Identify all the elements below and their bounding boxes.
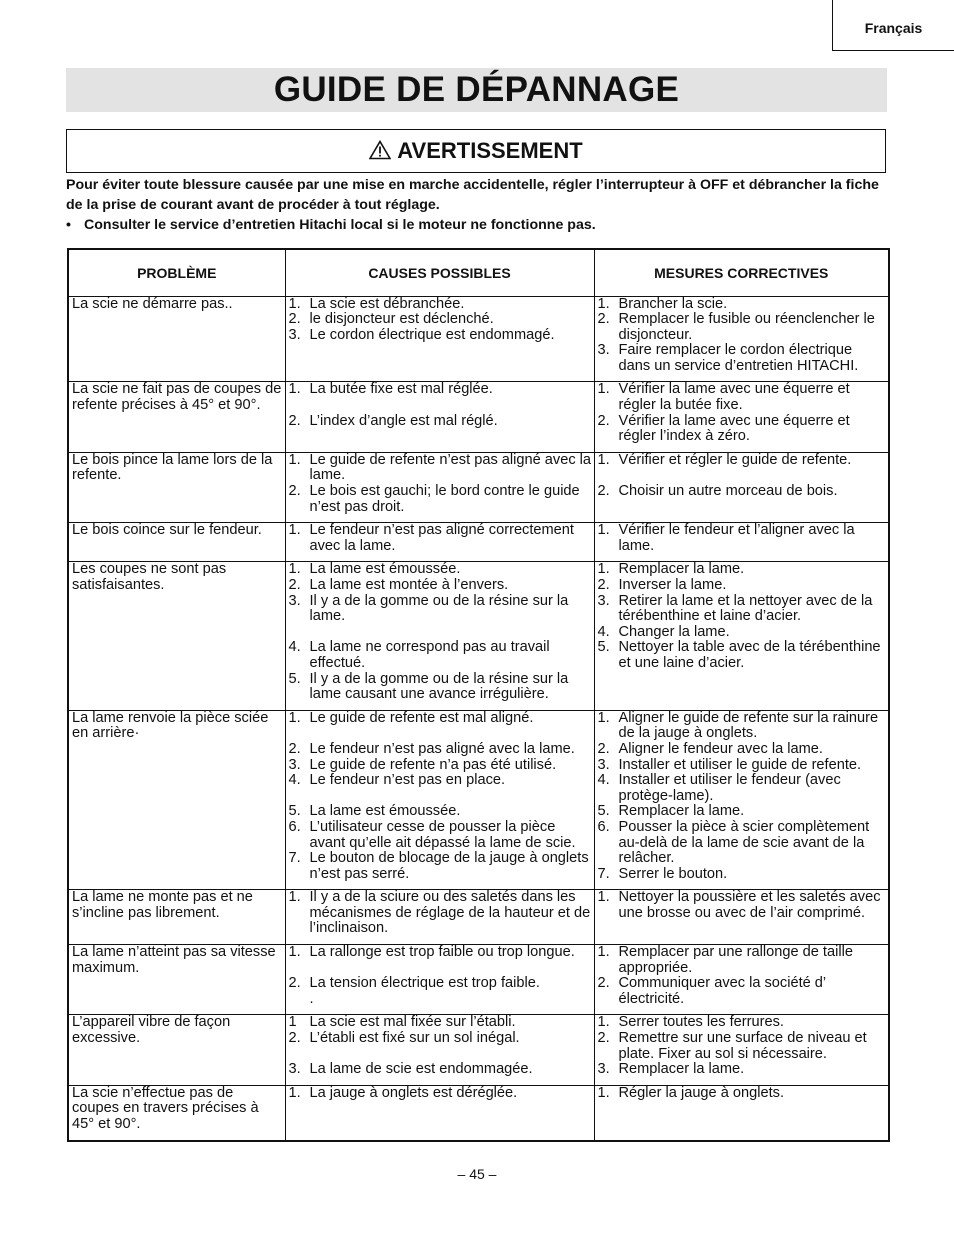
item-number: 1. xyxy=(597,451,610,468)
item-text: La jauge à onglets est déréglée. xyxy=(309,1084,518,1101)
item-text: Vérifier le fendeur et l’aligner avec la lame. xyxy=(618,522,855,554)
causes-cell xyxy=(285,710,594,890)
list-item xyxy=(289,742,592,758)
table-row xyxy=(68,1015,889,1085)
list-item xyxy=(598,1086,887,1102)
item-number: 1. xyxy=(288,889,301,906)
causes-cell xyxy=(285,1015,594,1085)
item-text: Vérifier la lame avec une équerre et régler l’index à zéro. xyxy=(618,412,850,445)
remedies-cell xyxy=(594,523,889,562)
causes-list xyxy=(289,297,592,344)
list-item xyxy=(289,328,592,344)
item-text: La lame est montée à l’envers. xyxy=(309,577,509,593)
item-text: Remplacer le fusible ou réenclencher le disjoncteur. xyxy=(618,311,875,343)
item-text: Régler la jauge à onglets. xyxy=(618,1084,785,1101)
remedies-list xyxy=(598,1086,887,1102)
item-number: 7. xyxy=(288,850,301,867)
item-number: 1. xyxy=(597,561,610,578)
item-number: 2. xyxy=(288,311,301,328)
remedies-cell xyxy=(594,1085,889,1140)
item-text: Remplacer la lame. xyxy=(618,561,745,578)
list-item xyxy=(598,890,887,921)
causes-list xyxy=(289,1015,592,1077)
item-text: Nettoyer la table avec de la térébenthine et une laine d’acier. xyxy=(618,639,881,671)
item-text: Le guide de refente n’a pas été utilisé. xyxy=(309,756,557,773)
item-number: 1. xyxy=(288,381,301,398)
list-item xyxy=(289,758,592,774)
remedies-list xyxy=(598,382,887,444)
item-text: Le cordon électrique est endommagé. xyxy=(309,326,555,343)
list-item xyxy=(598,976,887,1007)
list-item xyxy=(598,773,887,804)
list-item xyxy=(598,594,887,625)
item-text: L’établi est fixé sur un sol inégal. xyxy=(309,1030,520,1047)
list-item xyxy=(289,382,592,398)
item-number: 3. xyxy=(288,756,301,773)
problem-cell: La lame ne monte pas et ne s’incline pas librement. xyxy=(68,890,285,945)
causes-cell xyxy=(285,1085,594,1140)
item-number: 1. xyxy=(597,889,610,906)
item-number: 1. xyxy=(597,1084,610,1101)
list-item xyxy=(289,297,592,313)
item-text: Le guide de refente n’est pas aligné avec la lame. xyxy=(309,451,592,484)
remedies-cell xyxy=(594,296,889,382)
item-text: Il y a de la gomme ou de la résine sur la lame. xyxy=(309,592,569,625)
item-text: La lame de scie est endommagée. xyxy=(309,1061,533,1078)
list-item xyxy=(598,523,887,554)
table-row xyxy=(68,945,889,1015)
remedies-list xyxy=(598,890,887,921)
warning-box xyxy=(66,129,886,173)
item-number: 1. xyxy=(288,944,301,961)
item-number: 1. xyxy=(597,522,610,539)
item-number: 2. xyxy=(597,1030,610,1047)
list-item xyxy=(598,414,887,445)
list-item xyxy=(598,343,887,374)
causes-cell xyxy=(285,382,594,452)
item-text: Le fendeur n’est pas aligné avec la lame. xyxy=(309,740,575,757)
list-item xyxy=(289,1031,592,1047)
remedies-cell xyxy=(594,562,889,710)
list-item xyxy=(289,890,592,937)
table-row xyxy=(68,890,889,945)
item-text: Serrer toutes les ferrures. xyxy=(618,1014,784,1031)
item-number: 5. xyxy=(288,670,301,687)
list-item xyxy=(598,742,887,758)
item-number: 1 xyxy=(288,1014,297,1031)
item-text: Aligner le guide de refente sur la rainure de la jauge à onglets. xyxy=(618,709,879,742)
bullet-mark: • xyxy=(66,217,71,233)
item-text: La lame ne correspond pas au travail effectué. xyxy=(309,639,550,671)
item-text: Remettre sur une surface de niveau et plate. Fixer au sol si nécessaire. xyxy=(618,1030,867,1062)
item-text: Remplacer par une rallonge de taille appropriée. xyxy=(618,944,853,976)
item-number: 3. xyxy=(597,592,610,609)
item-number: 1. xyxy=(597,1014,610,1031)
causes-cell xyxy=(285,562,594,710)
item-text: Communiquer avec la société d’ électricité. xyxy=(618,975,826,1007)
item-text: Le fendeur n’est pas aligné correctement avec la lame. xyxy=(309,522,574,554)
item-number: 3. xyxy=(288,326,301,343)
remedies-list xyxy=(598,945,887,1007)
item-number: 3. xyxy=(597,1061,610,1078)
item-text: Le bouton de blocage de la jauge à onglets n’est pas serré. xyxy=(309,850,589,882)
list-item xyxy=(289,640,592,671)
table-row xyxy=(68,1085,889,1140)
item-number: 1. xyxy=(288,451,301,468)
problem-cell: Le bois coince sur le fendeur. xyxy=(68,523,285,562)
causes-cell xyxy=(285,452,594,522)
remedies-cell xyxy=(594,382,889,452)
causes-list xyxy=(289,711,592,883)
causes-list xyxy=(289,453,592,515)
causes-list xyxy=(289,1086,592,1102)
list-item xyxy=(598,625,887,641)
item-text: Il y a de la sciure ou des saletés dans les mécanismes de réglage de la hauteur et de l’inclinaison. xyxy=(309,889,591,937)
list-item xyxy=(289,484,592,515)
item-number: 2. xyxy=(597,311,610,328)
item-text: Faire remplacer le cordon électrique dans un service d’entretien HITACHI. xyxy=(618,342,859,374)
item-number: 7. xyxy=(597,865,610,882)
list-item xyxy=(289,976,592,992)
problem-cell: La scie ne fait pas de coupes de refente précises à 45° et 90°. xyxy=(68,382,285,452)
list-item xyxy=(598,562,887,578)
item-number: 3. xyxy=(597,342,610,359)
item-text: La rallonge est trop faible ou trop longue. xyxy=(309,944,575,961)
item-number: 1. xyxy=(288,522,301,539)
item-number: 2. xyxy=(597,412,610,429)
item-text: Installer et utiliser le fendeur (avec protège-lame). xyxy=(618,772,841,804)
warning-bullet-text: Consulter le service d’entretien Hitachi local si le moteur ne fonctionne pas. xyxy=(84,217,596,233)
list-item xyxy=(289,523,592,554)
item-number: 4. xyxy=(597,772,610,789)
item-text: La butée fixe est mal réglée. xyxy=(309,381,493,398)
list-item xyxy=(289,312,592,328)
remedies-list xyxy=(598,711,887,883)
item-number: 3. xyxy=(597,756,610,773)
item-text: le disjoncteur est déclenché. xyxy=(309,311,494,328)
causes-cell xyxy=(285,523,594,562)
item-text: Aligner le fendeur avec la lame. xyxy=(618,740,823,757)
item-number: 1. xyxy=(597,944,610,961)
list-item xyxy=(598,1015,887,1031)
list-item xyxy=(598,945,887,976)
list-item xyxy=(598,453,887,469)
list-item xyxy=(289,1015,592,1031)
item-number: 2. xyxy=(288,577,301,593)
remedies-list xyxy=(598,1015,887,1077)
problem-cell: La lame renvoie la pièce sciée en arrière· xyxy=(68,710,285,890)
item-number: 5. xyxy=(597,803,610,820)
header-problem: PROBLÈME xyxy=(68,249,285,296)
item-number: 5. xyxy=(288,803,301,820)
problem-cell: La scie n’effectue pas de coupes en travers précises à 45° et 90°. xyxy=(68,1085,285,1140)
warning-bullet xyxy=(66,215,886,235)
remedies-cell xyxy=(594,710,889,890)
list-item xyxy=(598,1062,887,1078)
item-text: Le bois est gauchi; le bord contre le guide n’est pas droit. xyxy=(309,483,580,515)
item-text: Inverser la lame. xyxy=(618,577,727,593)
item-text: Il y a de la gomme ou de la résine sur la lame causant une avance irrégulière. xyxy=(309,670,569,703)
list-item xyxy=(598,484,887,500)
warning-label: AVERTISSEMENT xyxy=(397,138,583,163)
list-item xyxy=(598,297,887,313)
remedies-list xyxy=(598,523,887,554)
item-text: Retirer la lame et la nettoyer avec de la térébenthine et laine d’acier. xyxy=(618,592,873,625)
item-number: 2. xyxy=(597,975,610,992)
problem-cell: La lame n’atteint pas sa vitesse maximum. xyxy=(68,945,285,1015)
item-number: 2. xyxy=(288,740,301,757)
warning-triangle-icon xyxy=(369,140,391,160)
remedies-list xyxy=(598,453,887,500)
table-row xyxy=(68,523,889,562)
item-number: 1. xyxy=(597,709,610,726)
header-remedies: MESURES CORRECTIVES xyxy=(594,249,889,296)
list-item xyxy=(598,820,887,867)
list-item xyxy=(598,758,887,774)
list-item xyxy=(289,804,592,820)
list-item xyxy=(598,1031,887,1062)
causes-cell xyxy=(285,890,594,945)
list-item xyxy=(289,1086,592,1102)
item-number: 4. xyxy=(288,639,301,656)
item-number: 2. xyxy=(288,412,301,429)
table-body xyxy=(68,296,889,1141)
item-text: Le guide de refente est mal aligné. xyxy=(309,709,534,726)
warning-paragraph: Pour éviter toute blessure causée par une mise en marche accidentelle, régler l’interrupteur à OFF et débrancher la fiche de la prise de courant avant de procéder à tout réglage. xyxy=(66,177,879,213)
list-item xyxy=(598,578,887,594)
item-text: La scie est mal fixée sur l’établi. xyxy=(309,1014,516,1031)
list-item xyxy=(598,312,887,343)
troubleshooting-table xyxy=(67,248,890,1142)
table-row xyxy=(68,296,889,382)
item-text: Remplacer la lame. xyxy=(618,803,745,820)
list-item xyxy=(289,773,592,789)
list-item xyxy=(289,453,592,484)
list-item xyxy=(598,640,887,671)
language-label: Français xyxy=(864,20,923,36)
item-number: 6. xyxy=(597,818,610,835)
item-text: La lame est émoussée. xyxy=(309,803,461,820)
item-number: 4. xyxy=(288,772,301,789)
item-number: 2. xyxy=(288,483,301,500)
item-number: 1. xyxy=(288,295,301,312)
list-item xyxy=(289,711,592,727)
table-row xyxy=(68,562,889,710)
table-header-row xyxy=(68,249,889,296)
item-text: La tension électrique est trop faible. xyxy=(309,975,540,992)
list-item xyxy=(289,562,592,578)
item-text: Vérifier et régler le guide de refente. xyxy=(618,451,852,468)
item-number: 1. xyxy=(288,709,301,726)
item-number: 1. xyxy=(288,561,301,578)
table-row xyxy=(68,710,889,890)
item-number: 2. xyxy=(597,483,610,500)
item-number: 1. xyxy=(288,1084,301,1101)
item-number: 5. xyxy=(597,639,610,656)
list-item xyxy=(289,578,592,594)
language-tab xyxy=(832,0,954,51)
item-number: 3. xyxy=(288,1061,301,1078)
causes-list xyxy=(289,382,592,429)
problem-cell: Les coupes ne sont pas satisfaisantes. xyxy=(68,562,285,710)
table-row xyxy=(68,382,889,452)
remedies-list xyxy=(598,562,887,671)
remedies-cell xyxy=(594,452,889,522)
header-causes: CAUSES POSSIBLES xyxy=(285,249,594,296)
item-text: Serrer le bouton. xyxy=(618,865,728,882)
remedies-cell xyxy=(594,1015,889,1085)
list-item xyxy=(598,382,887,413)
item-text: Changer la lame. xyxy=(618,623,730,640)
list-item xyxy=(289,992,592,1008)
item-text: Vérifier la lame avec une équerre et régler la butée fixe. xyxy=(618,381,850,414)
list-item xyxy=(598,804,887,820)
item-number: 4. xyxy=(597,623,610,640)
remedies-cell xyxy=(594,945,889,1015)
item-number: 1. xyxy=(597,381,610,398)
causes-list xyxy=(289,523,592,554)
item-text: L’index d’angle est mal réglé. xyxy=(309,412,498,429)
item-number: 2. xyxy=(288,1030,301,1047)
causes-list xyxy=(289,562,592,702)
item-text: Nettoyer la poussière et les saletés avec une brosse ou avec de l’air comprimé. xyxy=(618,889,881,921)
item-number: 6. xyxy=(288,818,301,835)
item-number xyxy=(289,992,310,1008)
page-title: GUIDE DE DÉPANNAGE xyxy=(273,70,680,109)
causes-list xyxy=(289,890,592,937)
item-number: 2. xyxy=(597,740,610,757)
item-number: 2. xyxy=(597,577,610,593)
title-banner xyxy=(66,68,887,112)
item-text: Installer et utiliser le guide de refente. xyxy=(618,756,862,773)
item-text: Le fendeur n’est pas en place. xyxy=(309,772,506,789)
list-item xyxy=(289,851,592,882)
item-text: La lame est émoussée. xyxy=(309,561,461,578)
list-item xyxy=(289,672,592,703)
item-text: L’utilisateur cesse de pousser la pièce avant qu’elle ait dépassé la lame de scie. xyxy=(309,818,576,851)
problem-cell: L’appareil vibre de façon excessive. xyxy=(68,1015,285,1085)
list-item xyxy=(289,594,592,625)
item-number: 2. xyxy=(288,975,301,992)
item-text: Choisir un autre morceau de bois. xyxy=(618,483,838,500)
problem-cell: Le bois pince la lame lors de la refente. xyxy=(68,452,285,522)
item-text: Brancher la scie. xyxy=(618,295,728,312)
causes-cell xyxy=(285,945,594,1015)
remedies-cell xyxy=(594,890,889,945)
page-number: – 45 – xyxy=(457,1166,497,1182)
table-row xyxy=(68,452,889,522)
list-item xyxy=(289,1062,592,1078)
list-item xyxy=(289,945,592,961)
item-number: 3. xyxy=(288,592,301,609)
list-item xyxy=(598,867,887,883)
causes-cell xyxy=(285,296,594,382)
causes-list xyxy=(289,945,592,1007)
list-item xyxy=(289,820,592,851)
list-item xyxy=(289,414,592,430)
item-text: . xyxy=(309,990,314,1007)
item-text: Remplacer la lame. xyxy=(618,1061,745,1078)
problem-cell: La scie ne démarre pas.. xyxy=(68,296,285,382)
item-number: 1. xyxy=(597,295,610,312)
list-item xyxy=(598,711,887,742)
remedies-list xyxy=(598,297,887,375)
item-text: La scie est débranchée. xyxy=(309,295,465,312)
item-text: Pousser la pièce à scier complètement au-delà de la lame de scie avant de la relâcher. xyxy=(618,818,870,867)
